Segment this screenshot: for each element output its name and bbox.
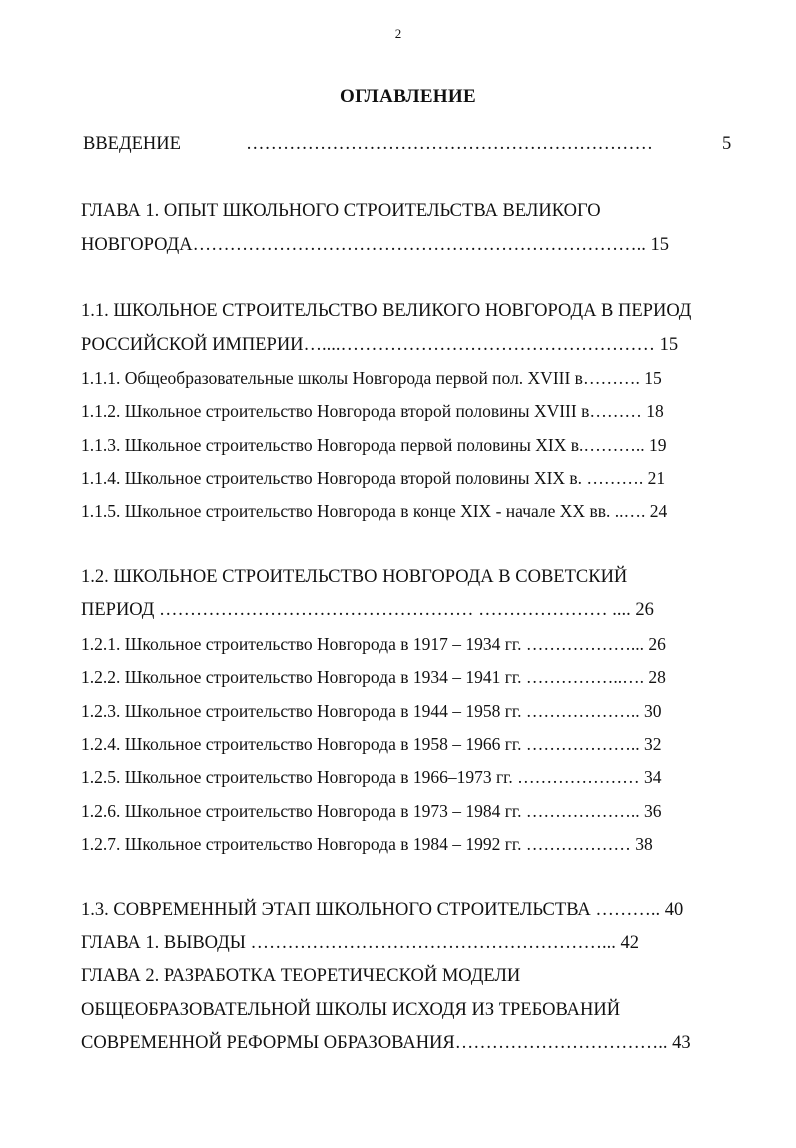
- toc-entry-1-1-5: 1.1.5. Школьное строительство Новгорода в конце XIX - начале XX вв. ..…. 24: [81, 501, 668, 521]
- toc-entry-chapter-2-continued-2: СОВРЕМЕННОЙ РЕФОРМЫ ОБРАЗОВАНИЯ…………………………….. 43: [81, 1033, 691, 1053]
- page-title: ОГЛАВЛЕНИЕ: [340, 86, 476, 107]
- toc-dot-leader: …………………………………………………………: [246, 134, 653, 154]
- toc-entry-1-2-5: 1.2.5. Школьное строительство Новгорода в 1966–1973 гг. ………………… 34: [81, 767, 662, 787]
- toc-entry-1-1-4: 1.1.4. Школьное строительство Новгорода второй половины XIX в. ………. 21: [81, 468, 666, 488]
- toc-entry-1-2-4: 1.2.4. Школьное строительство Новгорода в 1958 – 1966 гг. ……………….. 32: [81, 734, 662, 754]
- toc-entry-1-2-2: 1.2.2. Школьное строительство Новгорода в 1934 – 1941 гг. ……………..…. 28: [81, 667, 666, 687]
- toc-entry-1-2-6: 1.2.6. Школьное строительство Новгорода в 1973 – 1984 гг. ……………….. 36: [81, 801, 662, 821]
- toc-entry-chapter-2-continued: ОБЩЕОБРАЗОВАТЕЛЬНОЙ ШКОЛЫ ИСХОДЯ ИЗ ТРЕБОВАНИЙ: [81, 1000, 621, 1020]
- toc-entry-1-1-1: 1.1.1. Общеобразовательные школы Новгорода первой пол. XVIII в………. 15: [81, 368, 662, 388]
- page-number: 2: [394, 26, 402, 41]
- toc-entry-1-2-1: 1.2.1. Школьное строительство Новгорода в 1917 – 1934 гг. ………………... 26: [81, 634, 666, 654]
- toc-page-number: 5: [722, 134, 732, 154]
- toc-entry-chapter-1-continued: НОВГОРОДА……………………………………………………………….. 15: [81, 235, 669, 255]
- toc-entry-section-1-2: 1.2. ШКОЛЬНОЕ СТРОИТЕЛЬСТВО НОВГОРОДА В СОВЕТСКИЙ: [81, 567, 628, 587]
- toc-entry-1-2-3: 1.2.3. Школьное строительство Новгорода в 1944 – 1958 гг. ……………….. 30: [81, 701, 662, 721]
- toc-entry-1-1-3: 1.1.3. Школьное строительство Новгорода первой половины XIX в.……….. 19: [81, 435, 667, 455]
- toc-entry-label: ВВЕДЕНИЕ: [83, 134, 181, 154]
- toc-entry-section-1-1-continued: РОССИЙСКОЙ ИМПЕРИИ…....…………………………………………… 15: [81, 335, 679, 355]
- toc-entry-chapter-1-conclusions: ГЛАВА 1. ВЫВОДЫ …………………………………………………... 42: [81, 933, 639, 953]
- toc-entry-1-1-2: 1.1.2. Школьное строительство Новгорода второй половины XVIII в……… 18: [81, 401, 664, 421]
- toc-entry-chapter-2: ГЛАВА 2. РАЗРАБОТКА ТЕОРЕТИЧЕСКОЙ МОДЕЛИ: [81, 966, 521, 986]
- toc-entry-1-2-7: 1.2.7. Школьное строительство Новгорода в 1984 – 1992 гг. ……………… 38: [81, 834, 653, 854]
- toc-entry-section-1-1: 1.1. ШКОЛЬНОЕ СТРОИТЕЛЬСТВО ВЕЛИКОГО НОВГОРОДА В ПЕРИОД: [81, 301, 692, 321]
- toc-entry-section-1-3: 1.3. СОВРЕМЕННЫЙ ЭТАП ШКОЛЬНОГО СТРОИТЕЛЬСТВА ……….. 40: [81, 900, 684, 920]
- toc-entry-chapter-1: ГЛАВА 1. ОПЫТ ШКОЛЬНОГО СТРОИТЕЛЬСТВА ВЕЛИКОГО: [81, 201, 601, 221]
- toc-entry-section-1-2-continued: ПЕРИОД …………………………………………… ………………… .... 26: [81, 600, 654, 620]
